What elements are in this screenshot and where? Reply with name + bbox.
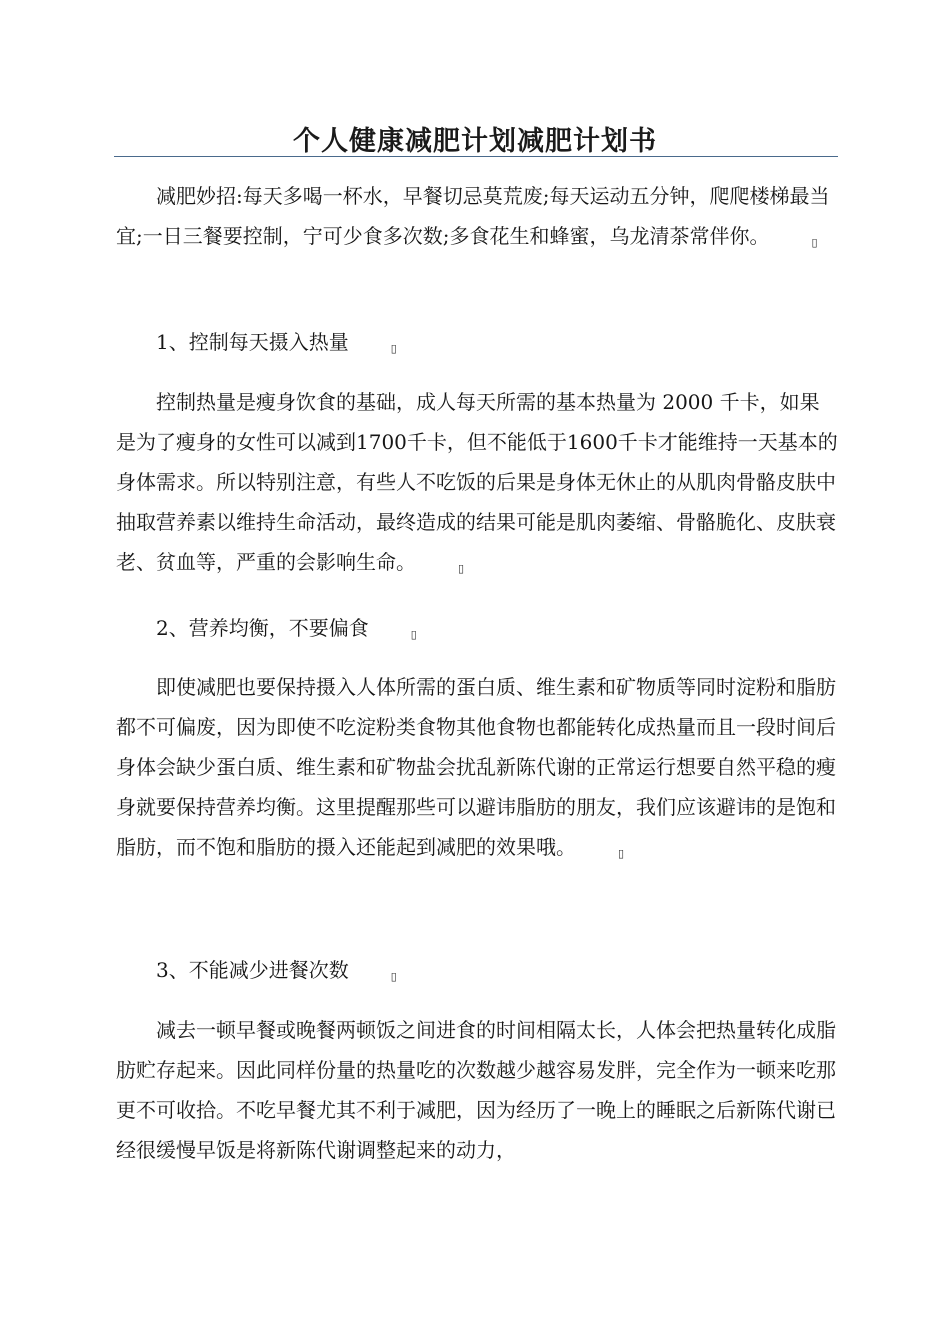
section-heading-3: [116, 950, 838, 990]
document-title: 个人健康减肥计划减肥计划书: [293, 126, 657, 158]
section-body-text: 减去一顿早餐或晚餐两顿饭之间进食的时间相隔太长，人体会把热量转化成脂肪贮存起来。因此同样份量的热量吃的次数越少越容易发胖，完全作为一顿来吃那更不可收拾。不吃早餐尤其不利于减肥，因为经历了一晚上的睡眠之后新陈代谢已经很缓慢早饭是将新陈代谢调整起来的动力，: [116, 1018, 836, 1162]
paragraph-mark-icon: ▯: [390, 342, 397, 355]
section-heading-1: [116, 322, 838, 362]
section-body-1: [116, 382, 838, 582]
paragraph-mark-icon: ▯: [390, 970, 397, 983]
title-divider: [114, 156, 838, 157]
section-body-text: 即使减肥也要保持摄入人体所需的蛋白质、维生素和矿物质等同时淀粉和脂肪都不可偏废，因为即使不吃淀粉类食物其他食物也都能转化成热量而且一段时间后身体会缺少蛋白质、维生素和矿物盐会扰乱新陈代谢的正常运行想要自然平稳的瘦身就要保持营养均衡。这里提醒那些可以避讳脂肪的朋友，我们应该避讳的是饱和脂肪，而不饱和脂肪的摄入还能起到减肥的效果哦。: [116, 675, 836, 859]
section-heading-text: 3、不能减少进餐次数: [156, 958, 349, 982]
section-heading-text: 1、控制每天摄入热量: [156, 330, 349, 354]
intro-text: 减肥妙招:每天多喝一杯水，早餐切忌莫荒废;每天运动五分钟，爬爬楼梯最当宜;一日三餐要控制，宁可少食多次数;多食花生和蜂蜜，乌龙清茶常伴你。: [116, 184, 830, 248]
paragraph-mark-icon: ▯: [458, 562, 465, 575]
section-heading-text: 2、营养均衡，不要偏食: [156, 616, 369, 640]
section-body-text: 控制热量是瘦身饮食的基础，成人每天所需的基本热量为 2000 千卡，如果是为了瘦身的女性可以减到1700千卡，但不能低于1600千卡才能维持一天基本的身体需求。所以特别注意，有些人不吃饭的后果是身体无休止的从肌肉骨骼皮肤中抽取营养素以维持生命活动，最终造成的结果可能是肌肉萎缩、骨骼脆化、皮肤衰老、贫血等，严重的会影响生命。: [116, 390, 838, 574]
intro-paragraph: [116, 176, 838, 256]
section-body-3: [116, 1010, 838, 1170]
paragraph-mark-icon: ▯: [811, 236, 818, 249]
paragraph-mark-icon: ▯: [618, 847, 625, 860]
paragraph-mark-icon: ▯: [410, 628, 417, 641]
section-heading-2: [116, 608, 838, 648]
section-body-2: [116, 667, 838, 867]
